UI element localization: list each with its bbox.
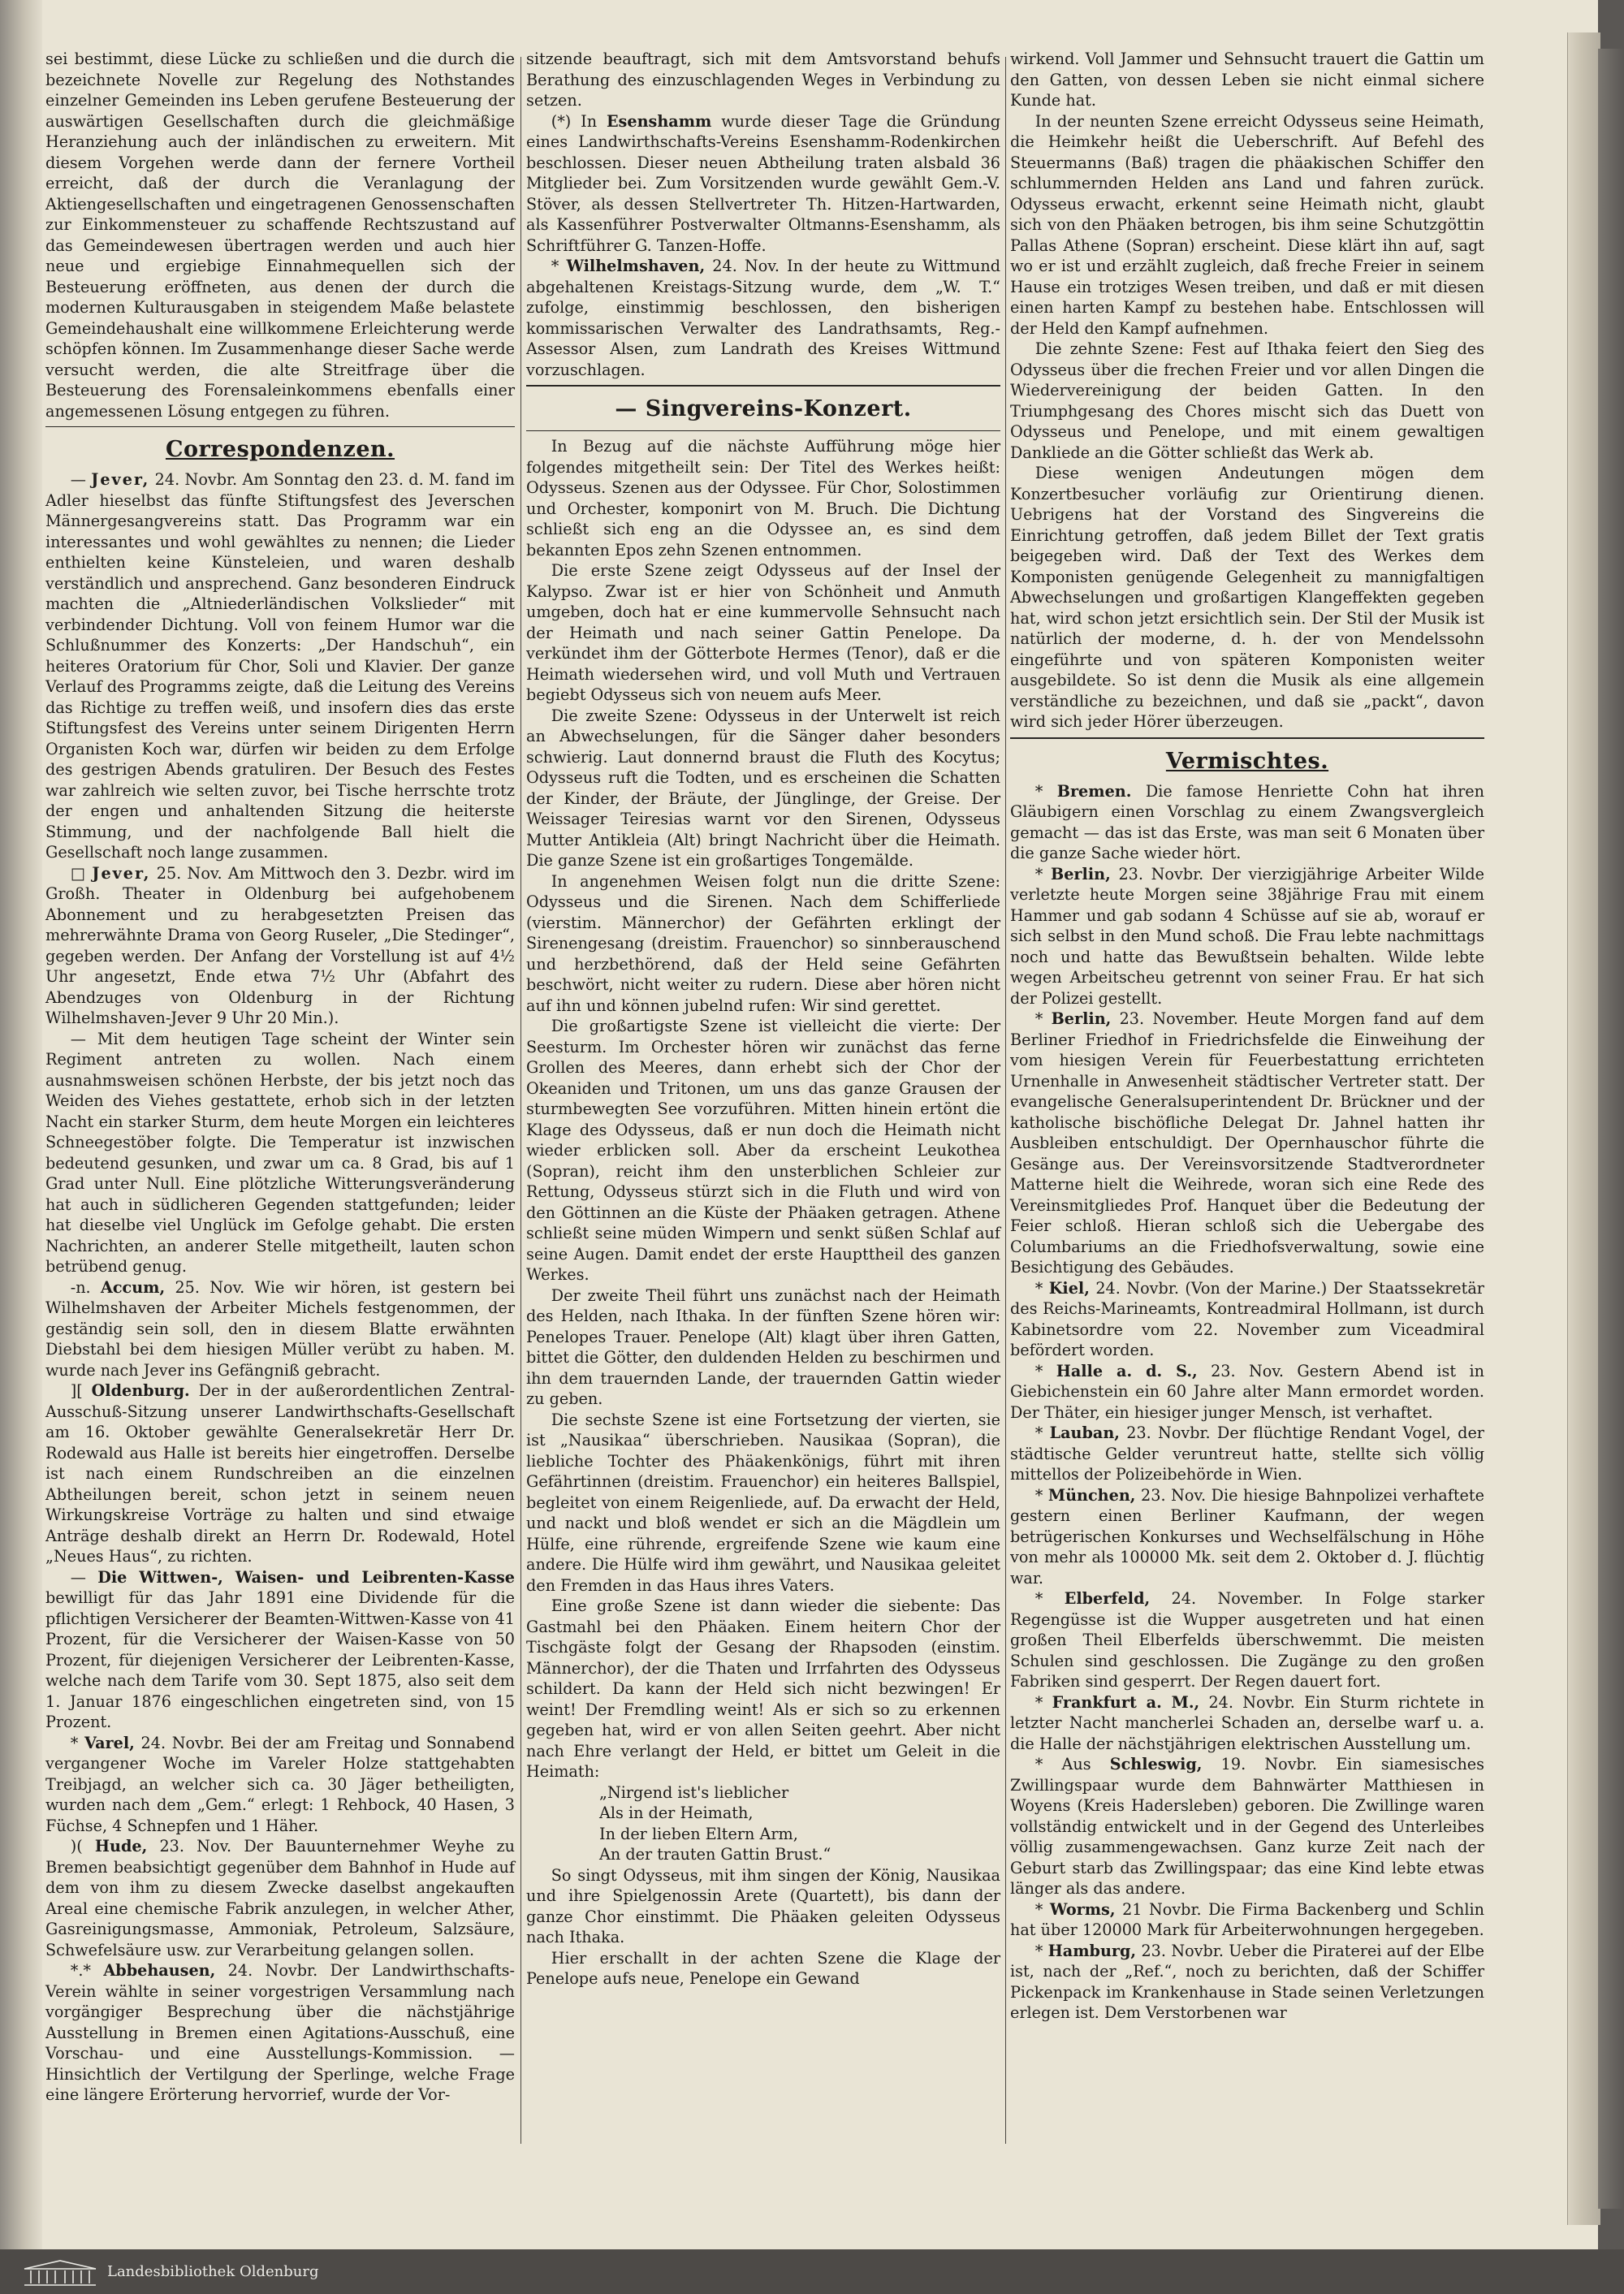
- article-wilhelmshaven: * Wilhelmshaven, 24. Nov. In der heute zu Wittmund abgehaltenen Kreistags-Sitzung wurde, dem „W. T.“ zufolge, einstimmig beschlossen, den bisherigen kommissarischen Verwalter des Landrathsamts, Reg.-Assessor Alsen, zum Landrath des Kreises Wittmund vorzuschlagen.: [526, 257, 1000, 379]
- divider: [526, 385, 1000, 387]
- article-accum: -n. Accum, 25. Nov. Wie wir hören, ist gestern bei Wilhelmshaven der Arbeiter Michels festgenommen, der geständig sein soll, den in diesem Blatte erwähnten Diebstahl bei dem hiesigen Müller verübt zu haben. M. wurde nach Jever ins Gefängniß gebracht.: [45, 1277, 515, 1380]
- heading-correspondenzen: Correspondenzen.: [165, 437, 395, 462]
- article-hude: )( Hude, 23. Nov. Der Bauunternehmer Weyhe zu Bremen beabsichtigt gegenüber dem Bahnhof in Hude auf dem von ihm zu diesem Zwecke daselbst angekauften Areal eine chemische Fabrik anzulegen, in welcher Ather, Gasreinigungsmasse, Ammoniak, Petroleum, Salzsäure, Schwefelsäure usw. zur Verarbeitung gelangen sollen.: [45, 1837, 515, 1959]
- column-3: [1010, 49, 1484, 2024]
- article-winter: — Mit dem heutigen Tage scheint der Winter sein Regiment antreten zu wollen. Nach einem ausnahmsweisen schönen Herbste, der bis jetzt noch das Weiden des Viehes gestattete, erhob sich in der letzten Nacht ein starker Sturm, dem heute Morgen ein leichteres Schneegestöber folgte. Die Temperatur ist inzwischen bedeutend gesunken, und zwar um ca. 8 Grad, bis auf 1 Grad unter Null. Eine plötzliche Witterungsveränderung hat auch in südlicheren Gegenden stattgefunden; leider hat dieselbe viel Unglück im Gefolge gehabt. Die ersten Nachrichten, an anderer Stelle mitgetheilt, lauten schon betrübend genug.: [45, 1029, 515, 1276]
- article-jever-1: — Jever, 24. Novbr. Am Sonntag den 23. d. M. fand im Adler hieselbst das fünfte Stiftungsfest des Jeverschen Männergesangvereins statt. Das Programm war ein interessantes und wohl gewähltes zu nennen; die Lieder enthielten keine Künsteleien, und waren deshalb verständlich und ansprechend. Ganz besonderen Eindruck machten die „Altniederländischen Volkslieder“ mit verbindender Dichtung. Voll von feinem Humor war die Schlußnummer des Konzerts: „Der Handschuh“, ein heiteres Oratorium für Chor, Soli und Klavier. Der ganze Verlauf des Programms zeigte, daß die Leitung des Vereins das Richtige zu treffen weiß, und insofern dies das erste Stiftungsfest des Vereins unter seinem Dirigenten Herrn Organisten Koch war, dürfen wir beiden zu dem Erfolge des gestrigen Abends gratuliren. Der Besuch des Festes war zahlreich wie selten zuvor, bei Tische herrschte trotz der engen und anhaltenden Sitzung die heiterste Stimmung, und der nachfolgende Ball hielt die Gesellschaft noch lange zusammen.: [45, 470, 515, 862]
- page-stack-shadow: [1598, 49, 1624, 2209]
- binding-gutter: [0, 0, 42, 2294]
- konzert-paragraph: Die großartigste Szene ist vielleicht die vierte: Der Seesturm. Im Orchester hören wir zunächst das ferne Grollen des Meeres, dann erhebt sich der Chor der Okeaniden und Tritonen, um uns das ganze Grausen der sturmbewegten See vorzuführen. Mitten hinein ertönt die Klage des Odysseus, daß er nun doch die Heimath nicht wieder erblicken soll. Aber da erscheint Leukothea (Sopran), reicht ihm den unsterblichen Schleier zur Rettung, Odysseus stürzt sich in die Fluth und wird von den Göttinnen an die Küste der Phäaken getragen. Athene schließt seine müden Wimpern und senkt süßen Schlaf auf seine Augen. Damit endet der erste Haupttheil des ganzen Werkes.: [526, 1017, 1000, 1284]
- konzert-paragraph: wirkend. Voll Jammer und Sehnsucht trauert die Gattin um den Gatten, von dessen Leben sie nicht einmal sichere Kunde hat.: [1010, 50, 1484, 110]
- article-worms: * Worms, 21 Novbr. Die Firma Backenberg und Schlin hat über 120000 Mark für Arbeiterwohnungen hergegeben.: [1010, 1899, 1484, 1939]
- konzert-paragraph: Hier erschallt in der achten Szene die Klage der Penelope aufs neue, Penelope ein Gewand: [526, 1948, 1000, 1988]
- article-wittwen-kasse: — Die Wittwen-, Waisen- und Leibrenten-Kasse bewilligt für das Jahr 1891 eine Dividende für die pflichtigen Versicherer der Beamten-Wittwen-Kasse von 41 Prozent, für die Versicherer der Waisen-Kasse von 50 Prozent, für diejenigen Versicherer der Leibrenten-Kasse, welche nach dem Tarife vom 30. Sept 1875, also seit dem 1. Januar 1876 eingeschlichen eingetreten sind, von 15 Prozent.: [45, 1567, 515, 1731]
- konzert-paragraph: Die zehnte Szene: Fest auf Ithaka feiert den Sieg des Odysseus über die frechen Freier und vor allen Dingen die Wiedervereinigung der beiden Gatten. In den Triumphgesang des Chores mischt sich das Duett von Odysseus und Penelope, und mit einem gewaltigen Dankliede an die Götter schließt das Werk ab.: [1010, 339, 1484, 462]
- article-frankfurt: * Frankfurt a. M., 24. Novbr. Ein Sturm richtete in letzter Nacht mancherlei Schaden an, derselbe warf u. a. die Halle der nächstjährigen elektrischen Ausstellung um.: [1010, 1692, 1484, 1753]
- konzert-paragraph: Eine große Szene ist dann wieder die siebente: Das Gastmahl bei den Phäaken. Einem heitern Chor der Tischgäste folgt der Gesang der Rhapsoden (einstim. Männerchor), der die Thaten und Irrfahrten des Odysseus schildert. Da kann der Held sich nicht bezwingen! Er weint! Der Fremdling weint! Als er sich so zu erkennen gegeben hat, wird er von allen Seiten geehrt. Aber nicht nach Ehre verlangt der Held, er bittet um Geleit in die Heimath:: [526, 1596, 1000, 1781]
- article-lauban: * Lauban, 23. Novbr. Der flüchtige Rendant Vogel, der städtische Gelder veruntreut hatte, stellte sich völlig mittellos der Polizeibehörde in Wien.: [1010, 1423, 1484, 1484]
- page-edge: [1567, 32, 1600, 2225]
- konzert-paragraph: In der neunten Szene erreicht Odysseus seine Heimath, die Heimkehr heißt die Ueberschrift. Auf Befehl des Steuermanns (Baß) tragen die phäakischen Schiffer den schlummernden Helden ans Land und fahren zurück. Odysseus erwacht, erkennt seine Heimath nicht, glaubt sich von den Phäaken betrogen, bis ihm seine Schutzgöttin Pallas Athene (Sopran) erscheint. Diese klärt ihn auf, sagt wo er ist und erzählt zugleich, daß freche Freier in seinem Hause ein trotziges Wesen treiben, und daß er mit diesen einen harten Kampf zu bestehen habe. Entschlossen will der Held den Kampf aufnehmen.: [1010, 111, 1484, 338]
- column-rule-2: [1005, 57, 1006, 2144]
- konzert-paragraph: Die sechste Szene ist eine Fortsetzung der vierten, sie ist „Nausikaa“ überschrieben. Nausikaa (Sopran), die liebliche Tochter des Phäakenkönigs, führt mit ihren Gefährtinnen (dreistim. Frauenchor) ein heiteres Ballspiel, begleitet von einem Reigenliede, auf. Da erwacht der Held, und nackt und bloß wendet er sich an die Mägdlein um Hülfe, eine rührende, ergreifende Szene wie kaum eine andere. Die Hülfe wird ihm gewährt, und Nausikaa geleitet den Fremden in das Haus ihres Vaters.: [526, 1410, 1000, 1595]
- article-abbehausen: *.* Abbehausen, 24. Novbr. Der Landwirthschafts-Verein wählte in seiner vorgestrigen Versammlung nach vorgängiger Besprechung über die nächstjährige Ausstellung in Bremen einen Agitations-Ausschuß, eine Vorschau- und eine Ausstellungs-Kommission. — Hinsichtlich der Vertilgung der Sperlinge, welche Frage eine längere Erörterung hervorrief, wurde der Vor-: [45, 1961, 515, 2104]
- column-1: [45, 49, 515, 2106]
- heading-vermischtes: Vermischtes.: [1165, 748, 1329, 774]
- library-logo-icon: [23, 2259, 97, 2287]
- verse-line: In der lieben Eltern Arm,: [599, 1824, 798, 1843]
- article-halle: * Halle a. d. S., 23. Nov. Gestern Abend ist in Giebichenstein ein 60 Jahre alter Mann ermordet worden. Der Thäter, ein hiesiger junger Mensch, ist verhaftet.: [1010, 1361, 1484, 1422]
- article-jever-2: □ Jever, 25. Nov. Am Mittwoch den 3. Dezbr. wird im Großh. Theater in Oldenburg bei aufgehobenem Abonnement und zu herabgesetzten Preisen das mehrerwähnte Drama von Georg Ruseler, „Die Stedinger“, gegeben werden. Der Anfang der Vorstellung ist auf 4½ Uhr angesetzt, Ende etwa 7½ Uhr (Abfahrt des Abendzuges von Oldenburg in der Richtung Wilhelmshaven-Jever 9 Uhr 20 Min.).: [45, 863, 515, 1027]
- divider: [526, 430, 1000, 431]
- article-varel: * Varel, 24. Novbr. Bei der am Freitag und Sonnabend vergangener Woche im Vareler Holze stattgehabten Treibjagd, an welcher sich ca. 30 Jäger betheiligten, wurden nach dem „Gem.“ erlegt: 1 Rehbock, 40 Hasen, 3 Füchse, 4 Schnepfen und 1 Häher.: [45, 1733, 515, 1835]
- article-kiel: * Kiel, 24. Novbr. (Von der Marine.) Der Staatssekretär des Reichs-Marineamts, Kontreadmiral Hollmann, ist durch Kabinetsordre vom 22. November zum Viceadmiral befördert worden.: [1010, 1278, 1484, 1359]
- divider: [1010, 737, 1484, 739]
- article-berlin-1: * Berlin, 23. Novbr. Der vierzigjährige Arbeiter Wilde verletzte heute Morgen seine 38jährige Frau mit einem Hammer und gab sodann 4 Schüsse auf sie ab, worauf er sich selbst in den Mund schoß. Die Frau lebte nachmittags noch und hatte das Bewußtsein behalten. Wilde lebte wegen Arbeitscheu getrennt von seiner Frau. Er hat sich der Polizei gestellt.: [1010, 864, 1484, 1008]
- konzert-paragraph: Die zweite Szene: Odysseus in der Unterwelt ist reich an Abwechselungen, für die Sänger daher besonders schwierig. Laut donnernd braust die Fluth des Kocytus; Odysseus ruft die Todten, und es erscheinen die Schatten der Kinder, der Bräute, der Jünglinge, der Greise. Der Weissager Teiresias warnt vor den Sirenen, Odysseus Mutter Antikleia (Alt) bringt Nachricht über die Heimath. Die ganze Szene ist ein großartiges Tongemälde.: [526, 706, 1000, 870]
- library-name: Landesbibliothek Oldenburg: [107, 2263, 319, 2280]
- heading-singvereins-konzert: — Singvereins-Konzert.: [615, 396, 912, 421]
- column2-intro: sitzende beauftragt, sich mit dem Amtsvorstand behufs Berathung des einzuschlagenden Weges in Verbindung zu setzen.: [526, 50, 1000, 110]
- konzert-paragraph: Diese wenigen Andeutungen mögen dem Konzertbesucher vorläufig zur Orientirung dienen. Uebrigens hat der Vorstand des Singvereins die Einrichtung getroffen, daß jedem Billet der Text gratis beigegeben wird. Daß der Text des Werkes dem Komponisten genügende Gelegenheit zu mannigfaltigen Abwechselungen und großartigen Klangeffekten gegeben hat, wird schon jetzt ersichtlich sein. Der Stil der Musik ist natürlich der moderne, d. h. der von Mendelssohn eingeführte und von späteren Komponisten weiter ausgebildete. So ist denn die Musik als eine allgemein verständliche zu bezeichnen, und daß sie „packt“, davon wird sich jeder Hörer überzeugen.: [1010, 464, 1484, 731]
- column-2: [526, 49, 1000, 1989]
- column-rule-1: [520, 57, 521, 2144]
- verse-line: „Nirgend ist's lieblicher: [599, 1782, 789, 1802]
- article-muenchen: * München, 23. Nov. Die hiesige Bahnpolizei verhaftete gestern einen Berliner Kaufmann, der wegen betrügerischen Konkurses und Wechselfälschung in Höhe von mehr als 100000 Mk. seit dem 2. Oktober d. J. flüchtig war.: [1010, 1485, 1484, 1588]
- article-bremen: * Bremen. Die famose Henriette Cohn hat ihren Gläubigern einen Vorschlag zu einem Zwangsvergleich gemacht — das ist das Erste, was man seit 6 Monaten über die ganze Sache wieder hört.: [1010, 781, 1484, 862]
- verse-line: Als in der Heimath,: [599, 1804, 754, 1822]
- article-elberfeld: * Elberfeld, 24. November. In Folge starker Regengüsse ist die Wupper ausgetreten und hat einen großen Theil Elberfelds überschwemmt. Die meisten Schulen sind geschlossen. Die Zugänge zu den großen Fabriken sind gesperrt. Der Regen dauert fort.: [1010, 1589, 1484, 1691]
- article-hamburg: * Hamburg, 23. Novbr. Ueber die Piraterei auf der Elbe ist, nach der „Ref.“, noch zu berichten, daß der Schiffer Pickenpack im Krankenhause in Stade seinen Verletzungen erlegen ist. Dem Verstorbenen war: [1010, 1941, 1485, 2022]
- article-schleswig: * Aus Schleswig, 19. Novbr. Ein siamesisches Zwillingspaar wurde dem Bahnwärter Matthiesen in Woyens (Kreis Hadersleben) geboren. Die Zwillinge waren vollständig entwickelt und in der Gegend des Unterleibes völlig zusammengewachsen. Ganz kurze Zeit nach der Geburt starb das Zwillingspaar; das eine Kind lebte etwas länger als das andere.: [1010, 1755, 1484, 1898]
- article-oldenburg: ][ Oldenburg. Der in der außerordentlichen Zentral-Ausschuß-Sitzung unserer Landwirthschafts-Gesellschaft am 16. Oktober gewählte Generalsekretär Herr Dr. Rodewald aus Halle ist bereits hier eingetroffen. Derselbe ist nach einem Rundschreiben an die einzelnen Abtheilungen bereit, schon jetzt in seinem neuen Wirkungskreise Vorträge zu halten und sind etwaige Anträge deshalb direkt an Herrn Dr. Rodewald, Hotel „Neues Haus“, zu richten.: [45, 1381, 515, 1566]
- divider: [45, 426, 515, 427]
- konzert-paragraph: So singt Odysseus, mit ihm singen der König, Nausikaa und ihre Spielgenossin Arete (Quartett), bis dann der ganze Chor einstimmt. Die Phäaken geleiten Odysseus nach Ithaka.: [526, 1865, 1000, 1946]
- column1-intro: sei bestimmt, diese Lücke zu schließen und die durch die bezeichnete Novelle zur Regelung des Nothstandes einzelner Gemeinden ins Leben gerufene Besteuerung der auswärtigen Gesellschaften durch die gleichmäßige Heranziehung auch der inländischen zu erweitern. Mit diesem Vorgehen werde dann der fernere Vortheil erreicht, daß der durch die Veranlagung der Aktiengesellschaften und eingetragenen Genossenschaften zur Einkommensteuer zu schaffende Rechtszustand auf das Gemeindewesen übertragen werden und auch hier neue und ergiebige Einnahmequellen sich der Besteuerung eröffneten, aus denen der durch die modernen Kulturausgaben in steigendem Maße belastete Gemeindehaushalt eine willkommene Erleichterung werde schöpfen können. Im Zusammenhange dieser Sache werde versucht werden, die alte Streitfrage über die Besteuerung des Forensaleinkommens ebenfalls einer angemessenen Lösung entgegen zu führen.: [45, 50, 515, 421]
- konzert-paragraph: In Bezug auf die nächste Aufführung möge hier folgendes mitgetheilt sein: Der Titel des Werkes heißt: Odysseus. Szenen aus der Odyssee. Für Chor, Solostimmen und Orchester, komponirt von M. Bruch. Die Dichtung schließt sich eng an die Odyssee an, es sind dem bekannten Epos zehn Szenen entnommen.: [526, 437, 1000, 559]
- konzert-paragraph: Der zweite Theil führt uns zunächst nach der Heimath des Helden, nach Ithaka. In der fünften Szene hören wir: Penelopes Trauer. Penelope (Alt) klagt über ihren Gatten, bittet die Götter, den duldenden Helden zu beschirmen und ihn dem trauernden Lande, der trauernden Gattin wieder zu geben.: [526, 1285, 1000, 1408]
- article-berlin-2: * Berlin, 23. November. Heute Morgen fand auf dem Berliner Friedhof in Friedrichsfelde die Einweihung der vom hiesigen Verein für Feuerbestattung errichteten Urnenhalle in Anwesenheit städtischer Vertreter statt. Der evangelische Generalsuperintendent Dr. Brückner und der katholische bischöfliche Delegat Dr. Jahnel hatten ihr Ausbleiben entschuldigt. Der Opernhauschor führte die Gesänge aus. Der Vereinsvorsitzende Stadtverordneter Matterne hielt die Weihrede, woran sich eine Rede des Vereinsmitgliedes Prof. Hanquet über die Bedeutung der Feier schloß. Hieran schloß sich die Uebergabe des Columbariums an die Friedhofsverwaltung, sowie eine Besichtigung des Gebäudes.: [1010, 1009, 1484, 1277]
- verse-line: An der trauten Gattin Brust.“: [599, 1845, 831, 1864]
- article-esenshamm: (*) In Esenshamm wurde dieser Tage die Gründung eines Landwirthschafts-Vereins Esenshamm-Rodenkirchen beschlossen. Dieser neuen Abtheilung traten alsbald 36 Mitglieder bei. Zum Vorsitzenden wurde gewählt Gem.-V. Stöver, als dessen Stellvertreter Th. Hitzen-Hartwarden, als Kassenführer Postverwalter Oltmanns-Esenshamm, als Schriftführer G. Tanzen-Hoffe.: [526, 111, 1000, 255]
- konzert-paragraph: In angenehmen Weisen folgt nun die dritte Szene: Odysseus und die Sirenen. Nach dem Schifferliede (vierstim. Männerchor) der Gefährten erklingt der Sirenengesang (dreistim. Frauenchor) so sinnberauschend und herzbethörend, daß der Held seine Gefährten beschwört, nicht weiter zu rudern. Diese aber hören nicht auf ihn und können jubelnd rufen: Wir sind gerettet.: [526, 871, 1000, 1015]
- konzert-paragraph: Die erste Szene zeigt Odysseus auf der Insel der Kalypso. Zwar ist er hier von Schönheit und Anmuth umgeben, doch hat er eine kummervolle Sehnsucht nach der Heimath und nach seiner Gattin Penelope. Da verkündet ihm der Götterbote Hermes (Tenor), daß er die Heimath wiedersehen wird, und voll Muth und Vertrauen begiebt Odysseus sich von neuem aufs Meer.: [526, 561, 1000, 704]
